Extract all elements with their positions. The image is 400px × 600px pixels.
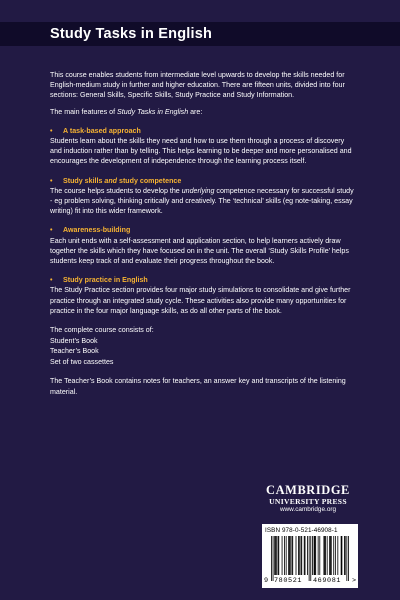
barcode-bar [348,536,349,581]
barcode-bar [341,536,342,575]
barcode-bar [288,536,289,575]
barcode-bar [273,536,274,581]
feature-awareness [50,225,355,266]
barcode-bar [276,536,277,575]
features-intro-title: Study Tasks in English [117,107,189,116]
barcode-bar [337,536,338,575]
barcode-bar [284,536,285,575]
barcode-bar [324,536,325,575]
course-component-item: Student’s Book [50,336,98,345]
feature-body [50,186,355,217]
feature-heading-part: Study skills [63,176,105,185]
feature-heading-part: study competence [117,176,182,185]
feature-heading [50,275,355,285]
feature-heading [50,176,355,186]
feature-heading [50,126,355,136]
features-intro-suffix: are: [188,107,203,116]
barcode-bar [314,536,315,575]
barcode-bar [296,536,297,575]
barcode-bar [330,536,331,575]
feature-body: Students learn about the skills they need and how to use them through a process of discovery and induction rather than by telling. This helps learning to be deeper and more personalised and encourages the development of independence through the learning process itself. [50,137,352,166]
barcode-bar [286,536,287,575]
barcode-bar [292,536,293,575]
course-component-item: Set of two cassettes [50,357,114,366]
features-intro-prefix: The main features of [50,107,118,116]
barcode-bar [307,536,308,575]
barcode-bar [335,536,336,575]
barcode-bar [282,536,283,575]
feature-task-based [50,126,355,167]
barcode-bar [315,536,316,575]
intro-paragraph: This course enables students from intermediate level upwards to develop the skills needed for English-medium study in further and higher education. There are fifteen units, divided into four sections: General Skills, Specific Skills, Study Practice and Study Information. [50,71,345,100]
barcode-panel [262,524,358,588]
isbn-label: ISBN 978-0-521-46908-1 [265,527,338,534]
feature-body-part: competence necessary for successful study - eg problem solving, thinking critically and creatively. The ‘technical’ skills (eg note-taking, essay writing) fit into this wider framework. [50,186,354,216]
feature-body: Each unit ends with a self-assessment and application section, to help learners actively draw together the skills which they have focused on in the unit. The overall ‘Study Skills Profile’ helps students keep track of and evaluate their progress throughout the book. [50,236,349,266]
bullet-icon: • [50,126,53,135]
course-component-item: Teacher’s Book [50,347,99,356]
teacher-book-note: The Teacher’s Book contains notes for teachers, an answer key and transcripts of the listening material. [50,377,346,396]
barcode-bar [312,536,313,575]
barcode-left-digits: 780521 [274,577,303,585]
feature-body-part: The course helps students to develop the [50,186,182,195]
publisher-press: UNIVERSITY PRESS [269,497,347,506]
barcode-lead-digit: 9 [264,577,269,585]
bullet-icon: • [50,276,53,285]
bullet-icon: • [50,176,53,185]
course-components [50,325,355,367]
barcode-bar [342,536,343,575]
barcode-bar [278,536,279,575]
publisher-logo [256,484,360,514]
barcode-bar [331,536,332,575]
barcode-bar [301,536,302,575]
feature-heading-text: A task-based approach [63,126,141,135]
features-intro [50,107,355,117]
barcode-end-mark: > [352,577,357,585]
barcode-bar [292,536,293,575]
barcode-bar [310,536,311,581]
barcode-bar [305,536,306,575]
feature-heading-text: Study practice in English [63,276,148,285]
barcode-bar [271,536,272,581]
barcode-bar [318,536,319,575]
book-title: Study Tasks in English [0,22,400,46]
barcode-bar [346,536,347,581]
barcode-bar [290,536,291,575]
feature-heading-text: Awareness-building [63,226,131,235]
course-components-label: The complete course consists of: [50,326,154,335]
barcode-bar [327,536,328,575]
barcode-bar [345,536,346,575]
barcode-bar [274,536,275,575]
barcode-bar [298,536,299,575]
barcode-bar [304,536,305,575]
feature-body-italic: underlying [181,186,215,195]
barcode-bar [278,536,279,575]
feature-study-skills [50,176,355,217]
barcode-bar [344,536,345,575]
publisher-url: www.cambridge.org [279,506,337,513]
feature-heading-italic: and [104,176,118,185]
barcode-bar [323,536,324,575]
barcode-bar [275,536,276,575]
bullet-icon: • [50,226,53,235]
barcode-bar [333,536,334,575]
feature-body: The Study Practice section provides four major study simulations to consolidate and give further practice through an integrated study cycle. These activities also provide many opportunities for practice in the four major language skills, as do all other parts of the book. [50,286,351,315]
barcode-digits [262,576,358,586]
barcode-bar [325,536,326,575]
barcode-bar [319,536,320,575]
barcode-right-digits: 469081 [313,577,342,585]
barcode-bar [329,536,330,575]
publisher-name: CAMBRIDGE [266,483,350,497]
barcode-bar [289,536,290,575]
feature-study-practice [50,275,355,316]
feature-heading [50,225,355,235]
barcode-bar [299,536,300,575]
feature-heading-text [63,176,181,186]
barcode-bar [309,536,310,581]
barcode-bar [301,536,302,575]
back-cover-text [50,70,355,397]
barcode-bar [314,536,315,575]
